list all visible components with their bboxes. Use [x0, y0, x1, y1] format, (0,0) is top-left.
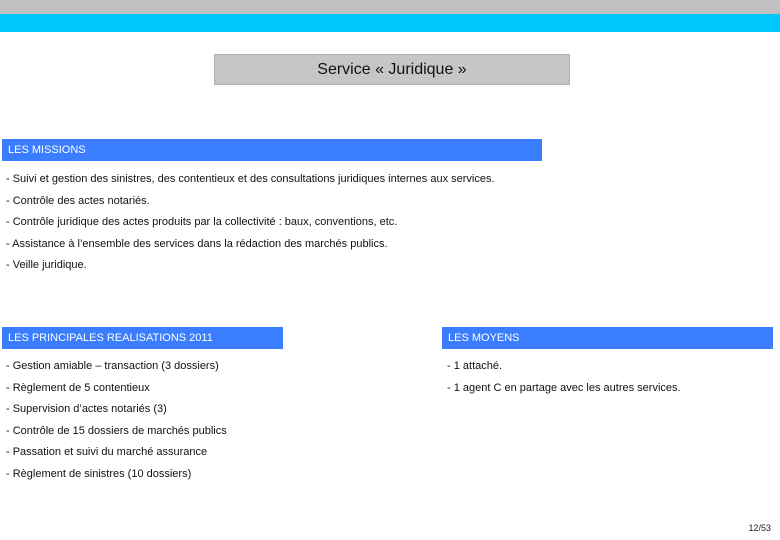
list-item: - Passation et suivi du marché assurance — [6, 446, 208, 459]
missions-header: LES MISSIONS — [2, 139, 542, 161]
moyens-list — [447, 356, 681, 399]
moyens-header: LES MOYENS — [442, 327, 773, 349]
top-cyan-band — [0, 14, 780, 32]
list-item: - Assistance à l’ensemble des services dans la rédaction des marchés publics. — [6, 237, 388, 250]
list-item: - Contrôle juridique des actes produits par la collectivité : baux, conventions, etc. — [6, 216, 398, 229]
list-item: - Règlement de sinistres (10 dossiers) — [6, 467, 192, 480]
top-gray-band — [0, 0, 780, 14]
realisations-header: LES PRINCIPALES REALISATIONS 2011 — [2, 327, 283, 349]
list-item: - 1 attaché. — [447, 360, 503, 372]
list-item: - 1 agent C en partage avec les autres services. — [447, 381, 681, 394]
missions-list — [6, 169, 495, 277]
list-item: - Contrôle des actes notariés. — [6, 194, 150, 207]
list-item: - Supervision d’actes notariés (3) — [6, 403, 167, 416]
list-item: - Veille juridique. — [6, 259, 87, 272]
page-title: Service « Juridique » — [317, 60, 467, 78]
list-item: - Règlement de 5 contentieux — [6, 381, 150, 394]
page-number: 12/53 — [748, 523, 771, 533]
list-item: - Gestion amiable – transaction (3 dossiers) — [6, 360, 219, 372]
list-item: - Suivi et gestion des sinistres, des contentieux et des consultations juridiques internes aux services. — [6, 173, 495, 185]
list-item: - Contrôle de 15 dossiers de marchés publics — [6, 424, 227, 437]
realisations-list — [6, 356, 227, 486]
page-title-box — [214, 54, 570, 85]
